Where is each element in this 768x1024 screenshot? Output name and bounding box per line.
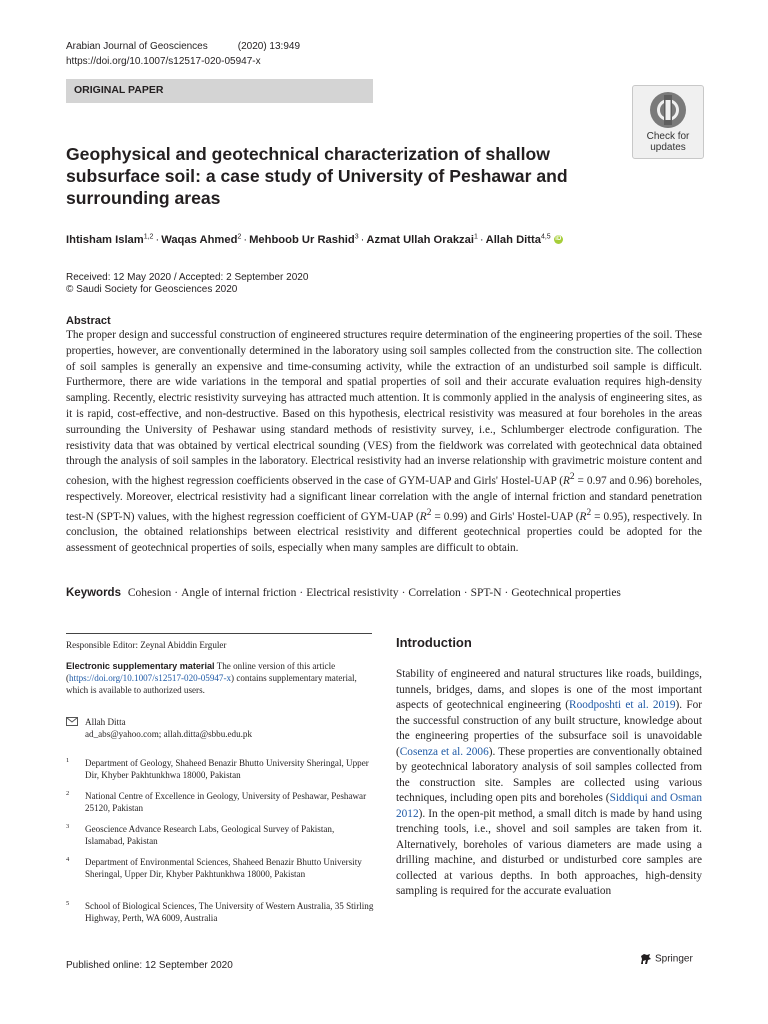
supplementary-material-note: Electronic supplementary material The online version of this article (https://doi.org/10.1007/s12517-020-05947-x) contains supplementary material, which is available to authorized users. <box>66 661 357 695</box>
affiliation-number: 2 <box>66 790 70 797</box>
keyword: Geotechnical properties <box>511 587 621 599</box>
check-updates-line1: Check for <box>646 131 690 142</box>
author-separator: · <box>155 233 160 246</box>
citation-link[interactable]: Siddiqui and Osman 2012 <box>396 792 702 820</box>
orcid-icon[interactable]: iD <box>555 236 562 243</box>
affiliation-text: National Centre of Excellence in Geology, University of Peshawar, Peshawar 25120, Pakistan <box>85 791 367 813</box>
keyword-separator: · <box>299 587 304 599</box>
introduction-body: Stability of engineered and natural structures like roads, buildings, tunnels, bridges, dams, and slopes is one of the most important aspects of geotechnical engineering (Roodposhti et al. 2019). For the successful construction of any built structure, knowledge about the engineering properties of the subsurface soil is unavoidable (Cosenza et al. 2006). These properties are conventionally obtained by geotechnical laboratory analysis of soil samples collected from the construction site. Samples are collected using various techniques, including open pits and boreholes (Siddiqui and Osman 2012). In the open-pit method, a small ditch is made by hand using trenching tools, i.e., shovel and soil samples are taken from it. Alternatively, boreholes of various diameters are made using a drilling machine, and disturbed or undisturbed core samples are collected at various depths. In both approaches, high-density sampling is required for the accurate evaluation <box>396 668 703 897</box>
crossmark-icon <box>649 91 687 129</box>
author-name[interactable]: Waqas Ahmed$^2$ <box>161 233 242 246</box>
article-type-label: ORIGINAL PAPER <box>74 84 164 96</box>
keywords-line <box>66 587 621 599</box>
published-online: Published online: 12 September 2020 <box>66 960 233 971</box>
keyword: Correlation <box>408 587 461 599</box>
affiliation-number: 3 <box>66 823 70 830</box>
keyword: Angle of internal friction <box>181 587 297 599</box>
author-name[interactable]: Mehboob Ur Rashid$^3$ <box>249 233 359 246</box>
corresponding-author-name: Allah Ditta <box>85 717 126 727</box>
esm-label: Electronic supplementary material <box>66 661 215 671</box>
keyword-separator: · <box>401 587 406 599</box>
check-updates-line2: updates <box>650 142 686 153</box>
article-type-bar <box>66 79 373 103</box>
citation-link[interactable]: Roodposhti et al. 2019 <box>569 699 676 711</box>
author-name[interactable]: Azmat Ullah Orakzai$^1$ <box>366 233 478 246</box>
keyword-separator: · <box>463 587 468 599</box>
received-accepted: Received: 12 May 2020 / Accepted: 2 September 2020 <box>66 272 309 283</box>
author-name[interactable]: Ihtisham Islam$^{1,2}$ <box>66 233 154 246</box>
keyword-separator: · <box>174 587 179 599</box>
keyword: Cohesion <box>127 587 172 599</box>
author-separator: · <box>479 233 484 246</box>
keywords-label: Keywords <box>66 587 121 599</box>
affiliation-text: Department of Geology, Shaheed Benazir Bhutto University Sheringal, Upper Dir, Khyber Pakhtunkhwa 18000, Pakistan <box>85 758 369 780</box>
keyword: Electrical resistivity <box>306 587 399 599</box>
author-list <box>66 233 563 246</box>
journal-line <box>66 41 300 52</box>
introduction-heading: Introduction <box>396 635 472 650</box>
affiliation-number: 5 <box>66 900 70 907</box>
affiliation-text: Geoscience Advance Research Labs, Geological Survey of Pakistan, Islamabad, Pakistan <box>85 824 335 846</box>
author-separator: · <box>243 233 248 246</box>
abstract-heading: Abstract <box>66 315 111 327</box>
affiliation-number: 4 <box>66 856 70 863</box>
keyword-separator: · <box>504 587 509 599</box>
publisher-name: Springer <box>655 953 693 965</box>
article-title: Geophysical and geotechnical characterization of shallow subsurface soil: a case study of University of Peshawar and surrounding areas <box>66 144 568 208</box>
copyright-line: © Saudi Society for Geosciences 2020 <box>66 284 238 295</box>
springer-horse-icon <box>639 953 652 965</box>
corresponding-author-email[interactable]: ad_abs@yahoo.com; allah.ditta@sbbu.edu.pk <box>85 729 253 739</box>
check-for-updates-button[interactable] <box>632 85 704 159</box>
author-separator: · <box>360 233 365 246</box>
envelope-icon <box>66 717 78 726</box>
article-dates <box>66 272 308 296</box>
responsible-editor: Responsible Editor: Zeynal Abiddin Erguler <box>66 640 227 650</box>
corresponding-author-text <box>85 716 252 740</box>
citation-link[interactable]: Cosenza et al. 2006 <box>399 745 489 758</box>
author-name[interactable]: Allah Ditta$^{4,5}$ <box>485 233 551 246</box>
footnote-divider <box>66 633 372 634</box>
journal-year-volume: (2020) 13:949 <box>237 41 301 52</box>
corresponding-author <box>66 716 372 742</box>
keyword: SPT-N <box>470 587 502 599</box>
affiliation-text: Department of Environmental Sciences, Shaheed Benazir Bhutto University Sheringal, Upper Dir, Khyber Pakhtunkhwa 18000, Pakistan <box>85 857 362 879</box>
affiliation-number: 1 <box>66 757 70 764</box>
esm-link[interactable]: https://doi.org/10.1007/s12517-020-05947-x <box>69 673 232 683</box>
abstract-body: The proper design and successful construction of engineered structures require determination of the engineering properties of the soil. These properties, however, are conventionally determined in the laboratory using soil samples collected from the construction site. The collection of soil samples is generally an expensive and time-consuming activity, while the extraction of an undisturbed soil sample is difficult. Furthermore, there are wide variations in the temporal and spatial properties of soil and their accurate evaluation requires high-density sampling. Recently, electric resistivity surveying has attracted much attention. It is commonly applied in the analysis of engineering sites, as it is rapid, cost-effective, and non-destructive. Based on this hypothesis, electrical resistivity was measured at four boreholes in the areas surrounding the University of Peshawar using standard methods of resistivity survey, i.e., Schlumberger electrode configuration. The resistivity data that was obtained by vertical electrical sounding (VES) from the fieldwork was correlated with geotechnical data obtained through the analysis of soil samples in the laboratory. Electrical resistivity had an inverse relationship with gravimetric moisture content and cohesion, with the highest regression coefficients observed in the case of GYM-UAP and Girls' Hostel-UAP ($R^2 = 0.97$ and 0.96) boreholes, respectively. Moreover, electrical resistivity had a significant linear correlation with the angle of internal friction and standard penetration test-N (SPT-N) values, with the highest regression coefficient of GYM-UAP $(R^2 = 0.99)$ and Girls' Hostel-UAP $(R^2 = 0.95)$, respectively. In conclusion, the obtained relationships between electrical resistivity and different geotechnical properties could be adopted for the assessment of geotechnical properties of soils, especially when many samples are difficult to obtain. <box>66 329 702 554</box>
check-for-updates-label <box>633 131 703 153</box>
publisher-logo <box>639 953 693 965</box>
journal-name: Arabian Journal of Geosciences <box>66 41 208 52</box>
doi-link[interactable]: https://doi.org/10.1007/s12517-020-05947-x <box>66 56 261 67</box>
affiliation-text: School of Biological Sciences, The University of Western Australia, 35 Stirling Highway, Perth, WA 6009, Australia <box>85 901 374 923</box>
